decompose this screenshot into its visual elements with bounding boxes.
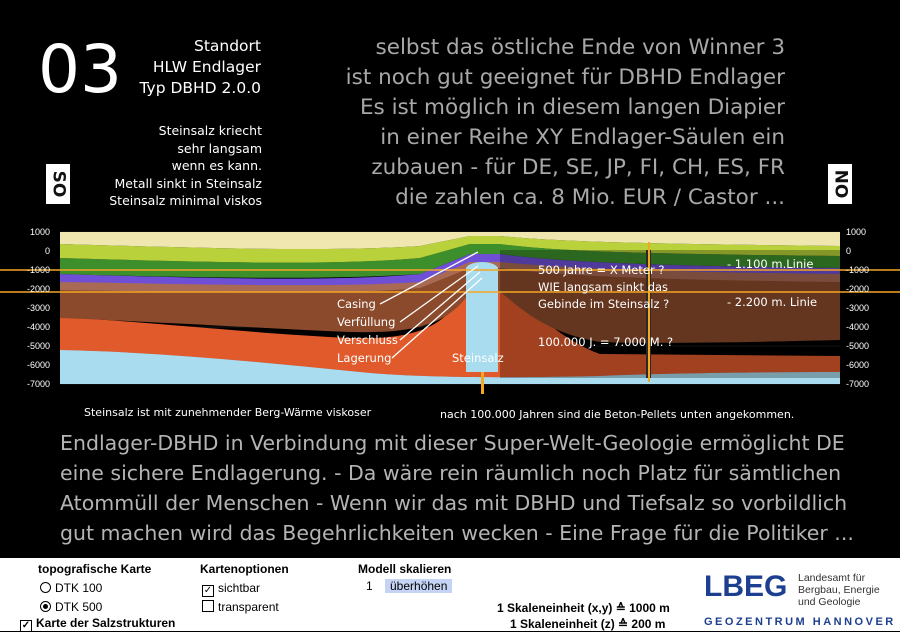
label-question-3: Gebinde im Steinsalz ? xyxy=(538,297,670,311)
label-storage: Lagerung xyxy=(337,351,392,365)
note-line: sehr langsam xyxy=(177,140,262,156)
radio-icon[interactable] xyxy=(40,582,51,593)
depth-tick-label: -1000 xyxy=(846,265,870,275)
depth-tick-label: -2000 xyxy=(26,284,50,294)
map-options-heading: Kartenoptionen xyxy=(200,562,289,576)
depth-tick-label: 0 xyxy=(44,246,50,256)
claim-line: die zahlen ca. 8 Mio. EUR / Castor ... xyxy=(395,185,785,210)
label-estimate: 100.000 J. = 7.000 M. ? xyxy=(538,335,674,349)
summary-line: Endlager-DBHD in Verbindung mit dieser Super-Welt-Geologie ermöglicht DE xyxy=(60,431,845,455)
title-line: Typ DBHD 2.0.0 xyxy=(139,79,261,97)
depth-tick-label: -7000 xyxy=(26,379,50,389)
summary-line: gut machen wird das Begehrlichkeiten wecken - Eine Frage für die Politiker ... xyxy=(60,521,854,545)
depth-tick-label: -5000 xyxy=(26,341,50,351)
geological-profile[interactable] xyxy=(0,222,900,428)
claim-line: ist noch gut geeignet für DBHD Endlager xyxy=(345,65,785,90)
label-question-1: 500 Jahre = X Meter ? xyxy=(538,263,665,277)
depth-tick-label: -3000 xyxy=(26,303,50,313)
scale-z: 1 Skaleneinheit (z) ≙ 200 m xyxy=(510,617,666,631)
title-line: HLW Endlager xyxy=(152,58,261,76)
label-line-1100: - 1.100 m.Linie xyxy=(727,257,814,271)
note-line: Steinsalz kriecht xyxy=(158,123,262,138)
depth-tick-label: -7000 xyxy=(846,379,870,389)
topo-option-dtk500[interactable]: DTK 500 xyxy=(40,600,102,614)
slide-number: 03 xyxy=(38,31,122,108)
label-line-2200: - 2.200 m. Linie xyxy=(727,295,818,309)
title-line: Standort xyxy=(193,37,261,55)
claim-line: in einer Reihe XY Endlager-Säulen ein xyxy=(380,125,785,150)
note-line: wenn es kann. xyxy=(171,158,262,173)
depth-tick-label: 0 xyxy=(846,246,852,256)
caption-left: Steinsalz ist mit zunehmender Berg-Wärme viskoser xyxy=(84,406,372,419)
depth-tick-label: -2000 xyxy=(846,284,870,294)
claim-line: Es ist möglich in diesem langen Diapier xyxy=(359,95,785,120)
topo-option-dtk100[interactable]: DTK 100 xyxy=(40,581,102,595)
depth-tick-label: -5000 xyxy=(846,341,870,351)
label-salt: Steinsalz xyxy=(452,351,504,365)
model-scale-value[interactable]: 1 xyxy=(366,579,373,593)
label-casing: Casing xyxy=(337,297,376,311)
checkbox-checked-icon[interactable]: ✓ xyxy=(203,585,213,596)
summary-text xyxy=(60,428,870,548)
caption-right: nach 100.000 Jahren sind die Beton-Pellets unten angekommen. xyxy=(440,408,795,421)
depth-tick-label: -6000 xyxy=(846,360,870,370)
checkbox-icon[interactable] xyxy=(202,600,214,612)
topo-heading: topografische Karte xyxy=(38,562,152,576)
depth-axis-left xyxy=(27,227,50,389)
depth-tick-label: -6000 xyxy=(26,360,50,370)
summary-line: eine sichere Endlagerung. - Da wäre rein räumlich noch Platz für sämtlichen xyxy=(60,461,842,485)
model-scale-heading: Modell skalieren xyxy=(358,562,452,576)
note-line: Steinsalz minimal viskos xyxy=(109,193,262,208)
depth-axis-right xyxy=(846,227,869,389)
label-question-2: WIE langsam sinkt das xyxy=(538,280,669,294)
depth-tick-label: -3000 xyxy=(846,303,870,313)
lbeg-logo: LBEG xyxy=(704,570,788,603)
depth-tick-label: -4000 xyxy=(846,322,870,332)
claim-line: selbst das östliche Ende von Winner 3 xyxy=(375,35,785,60)
depth-tick-label: 1000 xyxy=(846,227,867,237)
direction-label-left: SO xyxy=(46,164,70,204)
salt-note xyxy=(100,122,262,210)
salt-structures-toggle[interactable]: ✓ Karte der Salzstrukturen xyxy=(21,616,176,631)
exaggerate-button[interactable]: überhöhen xyxy=(385,579,452,593)
checkbox-checked-icon[interactable]: ✓ xyxy=(21,620,31,631)
lbeg-subtitle: Landesamt für Bergbau, Energie und Geologie xyxy=(798,572,880,608)
map-option-visible[interactable]: ✓ sichtbar xyxy=(203,581,261,596)
direction-label-right: NO xyxy=(828,164,852,204)
geozentrum-label: GEOZENTRUM HANNOVER xyxy=(704,616,896,628)
control-panel xyxy=(0,558,900,631)
claim-line: zubauen - für DE, SE, JP, FI, CH, ES, FR xyxy=(371,155,785,180)
label-seal: Verschluss xyxy=(337,333,398,347)
note-line: Metall sinkt in Steinsalz xyxy=(114,175,262,191)
label-fill: Verfüllung xyxy=(337,315,396,329)
title-block xyxy=(120,36,261,99)
borehole-center xyxy=(481,372,484,394)
summary-line: Atommüll der Menschen - Wenn wir das mit DBHD und Tiefsalz so vorbildlich xyxy=(60,491,848,515)
radio-selected-icon[interactable] xyxy=(40,601,51,612)
depth-tick-label: -4000 xyxy=(26,322,50,332)
depth-tick-label: -1000 xyxy=(26,265,50,275)
scale-xy: 1 Skaleneinheit (x,y) ≙ 1000 m xyxy=(497,601,670,615)
map-option-transparent[interactable]: transparent xyxy=(202,600,279,614)
claim-text xyxy=(330,33,785,213)
depth-tick-label: 1000 xyxy=(29,227,50,237)
